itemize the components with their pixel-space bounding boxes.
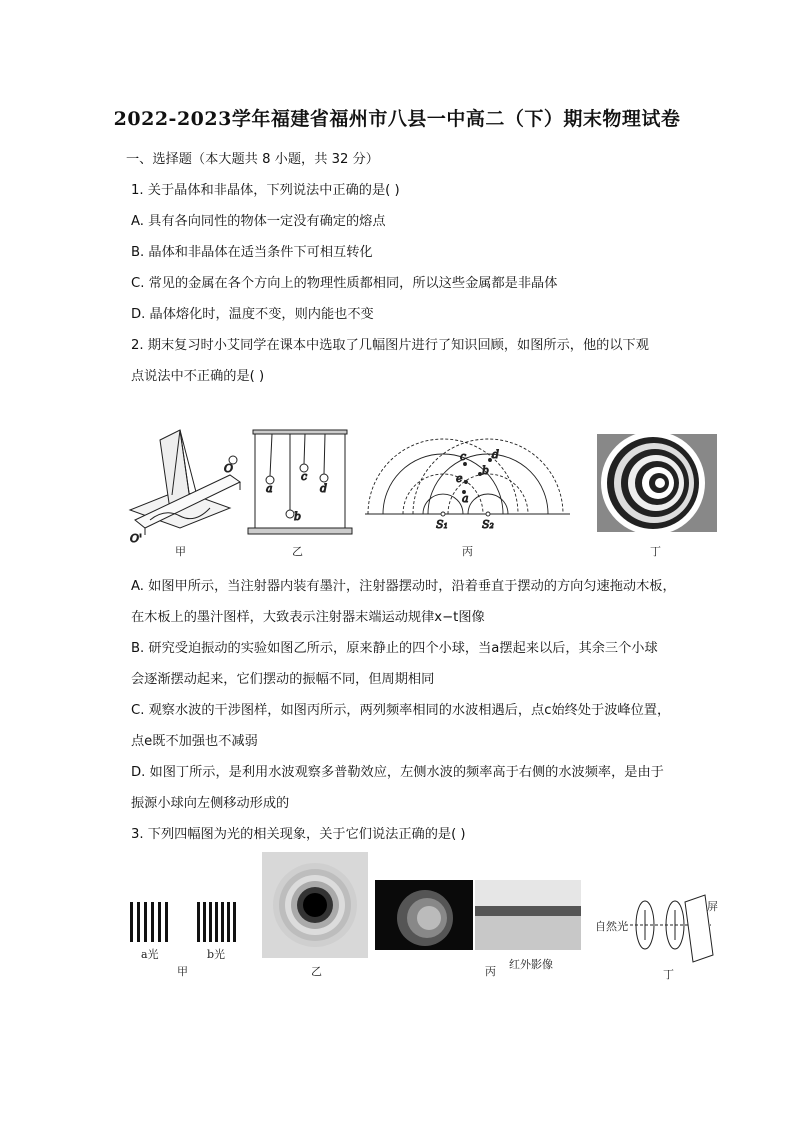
label-b-wave: b [482, 464, 490, 477]
q1-option-a: A. 具有各向同性的物体一定没有确定的熔点 [131, 214, 386, 229]
page-title: 2022-2023学年福建省福州市八县一中高二（下）期末物理试卷 [113, 108, 681, 130]
label-infrared: 红外影像 [509, 958, 553, 971]
q3-fig-label-bing: 丙 [485, 965, 496, 978]
label-O-prime: O' [130, 532, 143, 545]
figure-ding-polarizers [625, 895, 713, 962]
q2-option-c-line1: C. 观察水波的干涉图样，如图丙所示，两列频率相同的水波相遇后，点c始终处于波峰位置， [131, 703, 671, 718]
q2-option-a-line1: A. 如图甲所示，当注射器内装有墨汁，注射器摆动时，沿着垂直于摆动的方向匀速拖动木板， [131, 579, 676, 594]
q2-option-d-line2: 振源小球向左侧移动形成的 [131, 796, 290, 811]
q1-option-c: C. 常见的金属在各个方向上的物理性质都相同，所以这些金属都是非晶体 [131, 276, 558, 291]
label-d-wave: d [492, 448, 500, 461]
q2-figure-row [120, 420, 730, 560]
label-d: d [320, 482, 328, 495]
q2-option-b-line1: B. 研究受迫振动的实验如图乙所示，原来静止的四个小球，当a摆起来以后，其余三个小球 [131, 641, 658, 656]
label-screen: 屏 [707, 900, 718, 913]
label-O: O [224, 462, 234, 475]
q2-option-d-line1: D. 如图丁所示，是利用水波观察多普勒效应，左侧水波的频率高于右侧的水波频率，是由于 [131, 765, 664, 780]
figure-yi-pendulums [248, 430, 352, 534]
q2-fig-label-yi: 乙 [292, 545, 303, 558]
label-s2: S₂ [482, 518, 494, 531]
q2-fig-label-jia: 甲 [175, 545, 186, 558]
label-e-wave: e [456, 472, 463, 485]
q3-figure-row [125, 850, 725, 990]
q2-stem-line1: 2. 期末复习时小艾同学在课本中选取了几幅图片进行了知识回顾，如图所示，他的以下观 [131, 338, 649, 353]
q2-stem-line2: 点说法中不正确的是( ) [131, 369, 265, 384]
q3-fig-label-ding: 丁 [663, 968, 674, 981]
q3-fig-label-jia: 甲 [177, 965, 188, 978]
figure-yi-diffraction-rings [262, 852, 368, 958]
label-b: b [294, 510, 302, 523]
section-heading: 一、选择题（本大题共 8 小题，共 32 分） [126, 152, 379, 167]
label-natural-light: 自然光 [595, 920, 628, 933]
q3-fig-label-yi: 乙 [311, 965, 322, 978]
q2-option-a-line2: 在木板上的墨汁图样，大致表示注射器末端运动规律x−t图像 [131, 610, 485, 625]
figure-bing-infrared-photo [475, 880, 581, 950]
q3-stem: 3. 下列四幅图为光的相关现象，关于它们说法正确的是( ) [131, 827, 466, 842]
q1-option-b: B. 晶体和非晶体在适当条件下可相互转化 [131, 245, 373, 260]
label-c-wave: c [460, 450, 467, 463]
q2-option-c-line2: 点e既不加强也不减弱 [131, 734, 258, 749]
q2-fig-label-ding: 丁 [650, 545, 661, 558]
q2-option-b-line2: 会逐渐摆动起来，它们摆动的振幅不同，但周期相同 [131, 672, 435, 687]
q2-fig-label-bing: 丙 [462, 545, 473, 558]
figure-jia-syringe-pendulum [130, 430, 240, 545]
label-b-light: b光 [207, 948, 226, 961]
q1-option-d: D. 晶体熔化时，温度不变，则内能也不变 [131, 307, 374, 322]
q1-stem: 1. 关于晶体和非晶体，下列说法中正确的是( ) [131, 183, 400, 198]
label-a-wave: a [462, 492, 469, 505]
label-c: c [301, 470, 308, 483]
label-a-light: a光 [141, 948, 159, 961]
figure-ding-doppler-ripples [597, 431, 717, 535]
figure-bing-lens-photo [375, 880, 473, 950]
label-s1: S₁ [436, 518, 448, 531]
figure-bing-interference [365, 439, 570, 531]
label-a: a [266, 482, 273, 495]
figure-jia-fringes [130, 902, 236, 942]
